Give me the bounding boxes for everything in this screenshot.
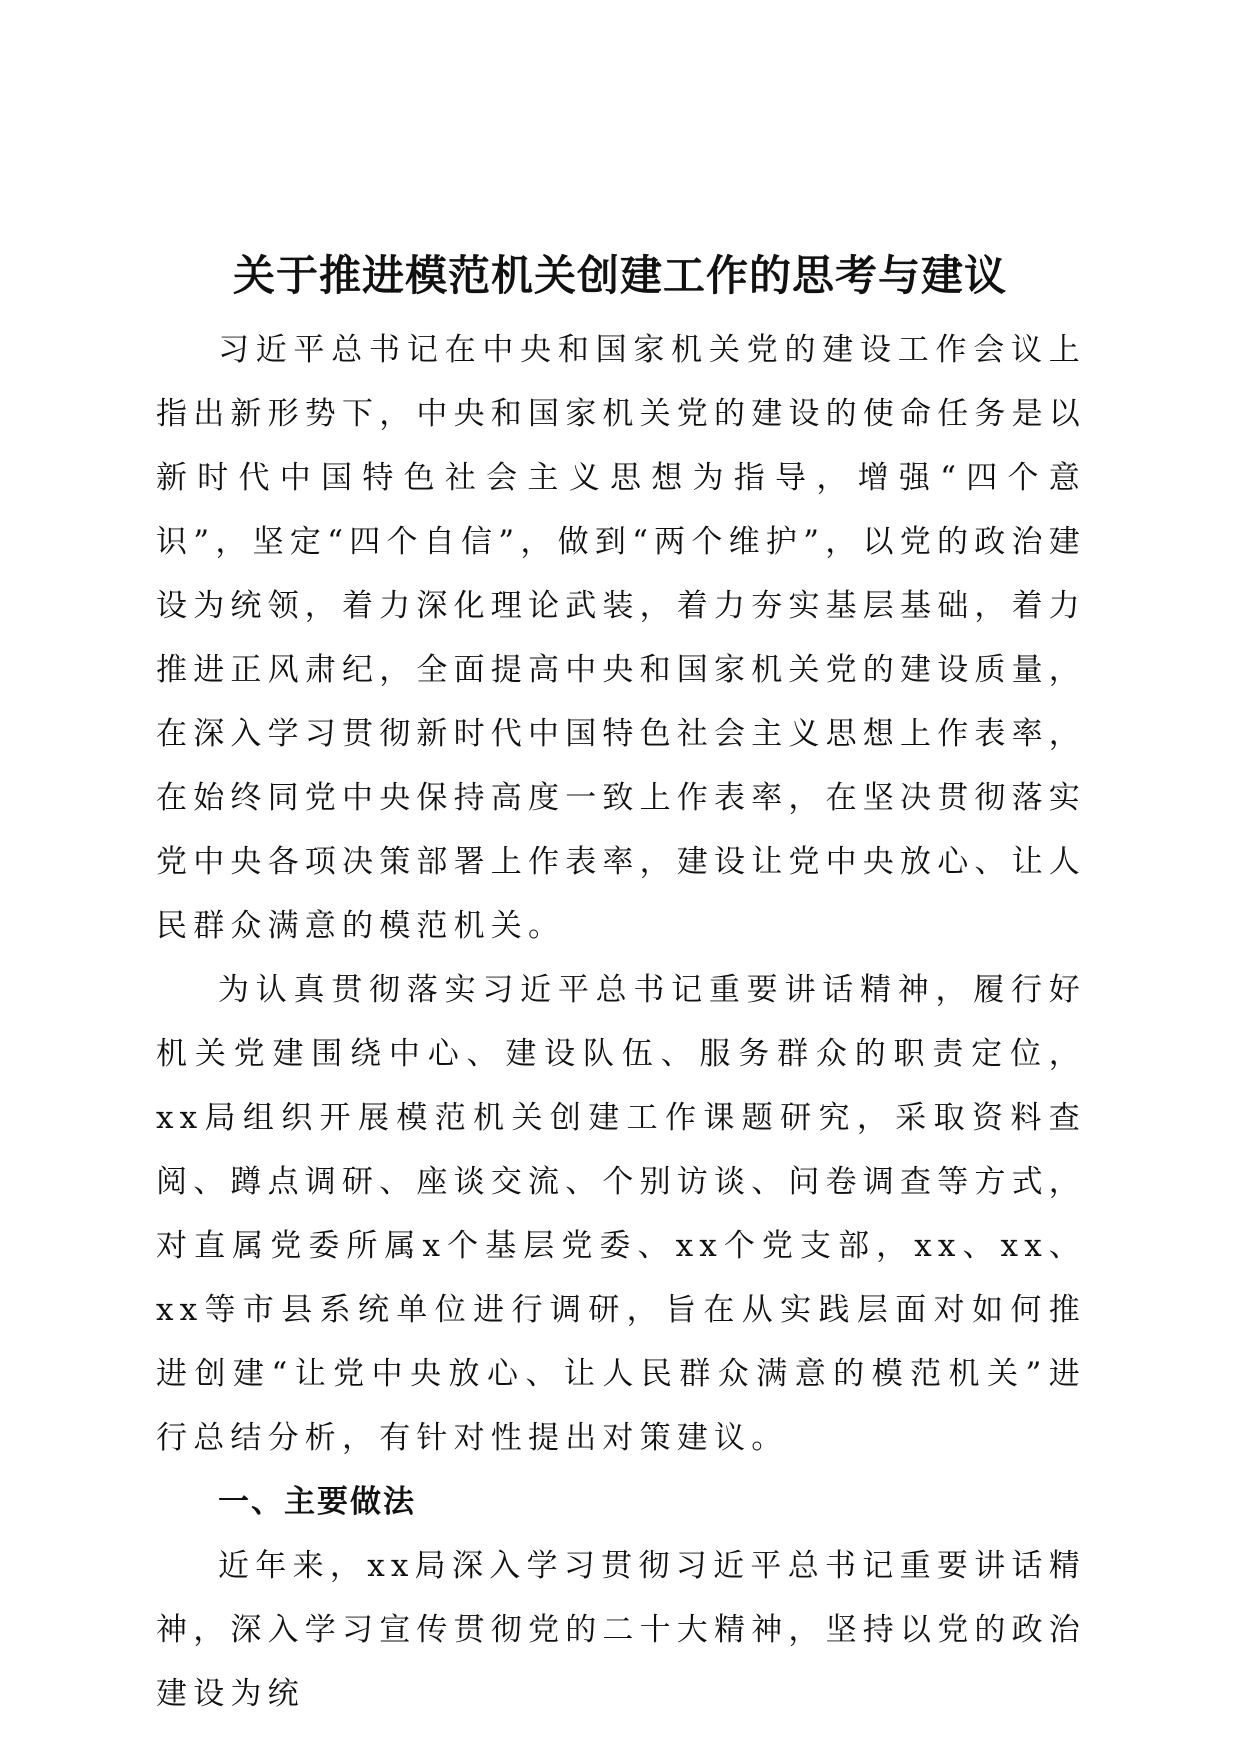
document-body [156, 318, 1086, 1726]
section-heading-main-practices: 一、主要做法 [218, 1484, 416, 1520]
document-title: 关于推进模范机关创建工作的思考与建议 [232, 251, 1007, 300]
paragraph-intro: 习近平总书记在中央和国家机关党的建设工作会议上指出新形势下，中央和国家机关党的建设的使命任务是以新时代中国特色社会主义思想为指导，增强“四个意识”，坚定“四个自信”，做到“两个维护”，以党的政治建设为统领，着力深化理论武装，着力夯实基层基础，着力推进正风肃纪，全面提高中央和国家机关党的建设质量，在深入学习贯彻新时代中国特色社会主义思想上作表率，在始终同党中央保持高度一致上作表率，在坚决贯彻落实党中央各项决策部署上作表率，建设让党中央放心、让人民群众满意的模范机关。 [156, 332, 1086, 944]
paragraph-main-practices: 近年来，xx局深入学习贯彻习近平总书记重要讲话精神，深入学习宣传贯彻党的二十大精神，坚持以党的政治建设为统 [156, 1548, 1086, 1712]
paragraph-research: 为认真贯彻落实习近平总书记重要讲话精神，履行好机关党建围绕中心、建设队伍、服务群众的职责定位，xx局组织开展模范机关创建工作课题研究，采取资料查阅、蹲点调研、座谈交流、个别访谈、问卷调查等方式，对直属党委所属x个基层党委、xx个党支部，xx、xx、xx等市县系统单位进行调研，旨在从实践层面对如何推进创建“让党中央放心、让人民群众满意的模范机关”进行总结分析，有针对性提出对策建议。 [156, 972, 1086, 1456]
